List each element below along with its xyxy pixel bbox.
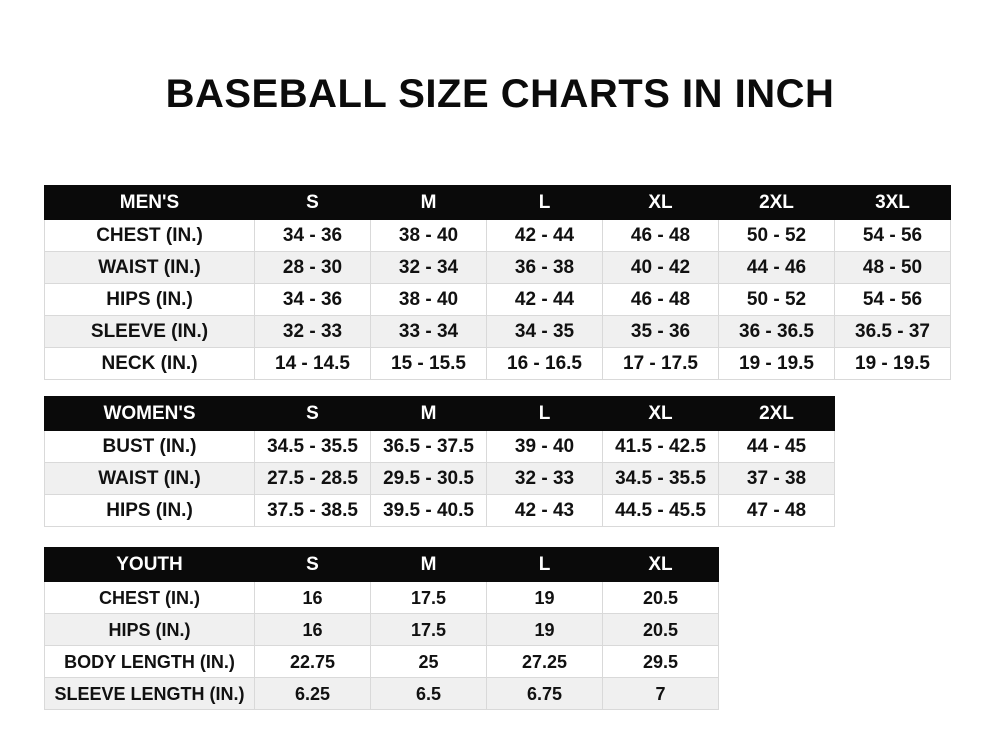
table-cell: 17.5 [371,614,487,646]
table-cell: 54 - 56 [835,284,951,316]
row-label: BUST (IN.) [45,431,255,463]
table-cell: 32 - 33 [255,316,371,348]
table-row [45,348,951,380]
row-label: HIPS (IN.) [45,284,255,316]
table-cell: 42 - 43 [487,495,603,527]
table-cell: 19 [487,582,603,614]
page-title: BASEBALL SIZE CHARTS IN INCH [165,72,835,116]
table-row [45,582,719,614]
table-cell: 35 - 36 [603,316,719,348]
column-header: 3XL [835,186,951,220]
table-cell: 19 - 19.5 [835,348,951,380]
column-header: L [487,186,603,220]
table-cell: 29.5 - 30.5 [371,463,487,495]
table-cell: 16 [255,582,371,614]
table-cell: 50 - 52 [719,220,835,252]
table-header-row [45,397,835,431]
table-header-row [45,548,719,582]
table-cell: 41.5 - 42.5 [603,431,719,463]
table-cell: 28 - 30 [255,252,371,284]
column-header: S [255,397,371,431]
table-cell: 50 - 52 [719,284,835,316]
column-header: M [371,397,487,431]
table-cell: 48 - 50 [835,252,951,284]
table-cell: 44 - 46 [719,252,835,284]
table-cell: 40 - 42 [603,252,719,284]
table-cell: 38 - 40 [371,284,487,316]
column-header: M [371,548,487,582]
row-label: SLEEVE LENGTH (IN.) [45,678,255,710]
table-row [45,678,719,710]
table-cell: 32 - 33 [487,463,603,495]
table-cell: 34.5 - 35.5 [603,463,719,495]
column-header: 2XL [719,397,835,431]
table-cell: 34 - 36 [255,220,371,252]
table-cell: 19 - 19.5 [719,348,835,380]
table-cell: 42 - 44 [487,220,603,252]
row-label: BODY LENGTH (IN.) [45,646,255,678]
table-row [45,252,951,284]
table-cell: 33 - 34 [371,316,487,348]
column-header: WOMEN'S [45,397,255,431]
table-row [45,463,835,495]
table-cell: 37 - 38 [719,463,835,495]
table-cell: 14 - 14.5 [255,348,371,380]
table-cell: 36.5 - 37.5 [371,431,487,463]
column-header: S [255,186,371,220]
table-cell: 15 - 15.5 [371,348,487,380]
row-label: WAIST (IN.) [45,463,255,495]
row-label: HIPS (IN.) [45,495,255,527]
column-header: L [487,548,603,582]
row-label: NECK (IN.) [45,348,255,380]
row-label: SLEEVE (IN.) [45,316,255,348]
table-cell: 20.5 [603,614,719,646]
row-label: WAIST (IN.) [45,252,255,284]
womens-size-table [44,396,835,527]
table-cell: 37.5 - 38.5 [255,495,371,527]
row-label: CHEST (IN.) [45,582,255,614]
column-header: 2XL [719,186,835,220]
table-cell: 16 [255,614,371,646]
table-cell: 17.5 [371,582,487,614]
column-header: XL [603,548,719,582]
table-cell: 20.5 [603,582,719,614]
table-cell: 46 - 48 [603,284,719,316]
table-cell: 46 - 48 [603,220,719,252]
youth-size-table [44,547,719,710]
table-row [45,431,835,463]
table-cell: 34.5 - 35.5 [255,431,371,463]
table-cell: 36 - 36.5 [719,316,835,348]
table-cell: 6.75 [487,678,603,710]
table-row [45,316,951,348]
column-header: L [487,397,603,431]
column-header: YOUTH [45,548,255,582]
column-header: XL [603,397,719,431]
table-row [45,646,719,678]
table-row [45,495,835,527]
table-cell: 6.25 [255,678,371,710]
table-cell: 27.25 [487,646,603,678]
table-cell: 44.5 - 45.5 [603,495,719,527]
table-cell: 34 - 36 [255,284,371,316]
table-cell: 16 - 16.5 [487,348,603,380]
table-cell: 47 - 48 [719,495,835,527]
column-header: M [371,186,487,220]
table-cell: 32 - 34 [371,252,487,284]
table-row [45,220,951,252]
table-cell: 38 - 40 [371,220,487,252]
table-row [45,284,951,316]
table-cell: 22.75 [255,646,371,678]
table-cell: 36.5 - 37 [835,316,951,348]
column-header: S [255,548,371,582]
mens-size-table [44,185,951,380]
table-cell: 17 - 17.5 [603,348,719,380]
table-cell: 27.5 - 28.5 [255,463,371,495]
column-header: MEN'S [45,186,255,220]
table-cell: 42 - 44 [487,284,603,316]
table-cell: 19 [487,614,603,646]
table-row [45,614,719,646]
table-cell: 39 - 40 [487,431,603,463]
column-header: XL [603,186,719,220]
table-cell: 6.5 [371,678,487,710]
table-cell: 44 - 45 [719,431,835,463]
table-cell: 34 - 35 [487,316,603,348]
table-header-row [45,186,951,220]
table-cell: 29.5 [603,646,719,678]
row-label: CHEST (IN.) [45,220,255,252]
table-cell: 36 - 38 [487,252,603,284]
table-cell: 7 [603,678,719,710]
table-cell: 54 - 56 [835,220,951,252]
row-label: HIPS (IN.) [45,614,255,646]
table-cell: 25 [371,646,487,678]
table-cell: 39.5 - 40.5 [371,495,487,527]
